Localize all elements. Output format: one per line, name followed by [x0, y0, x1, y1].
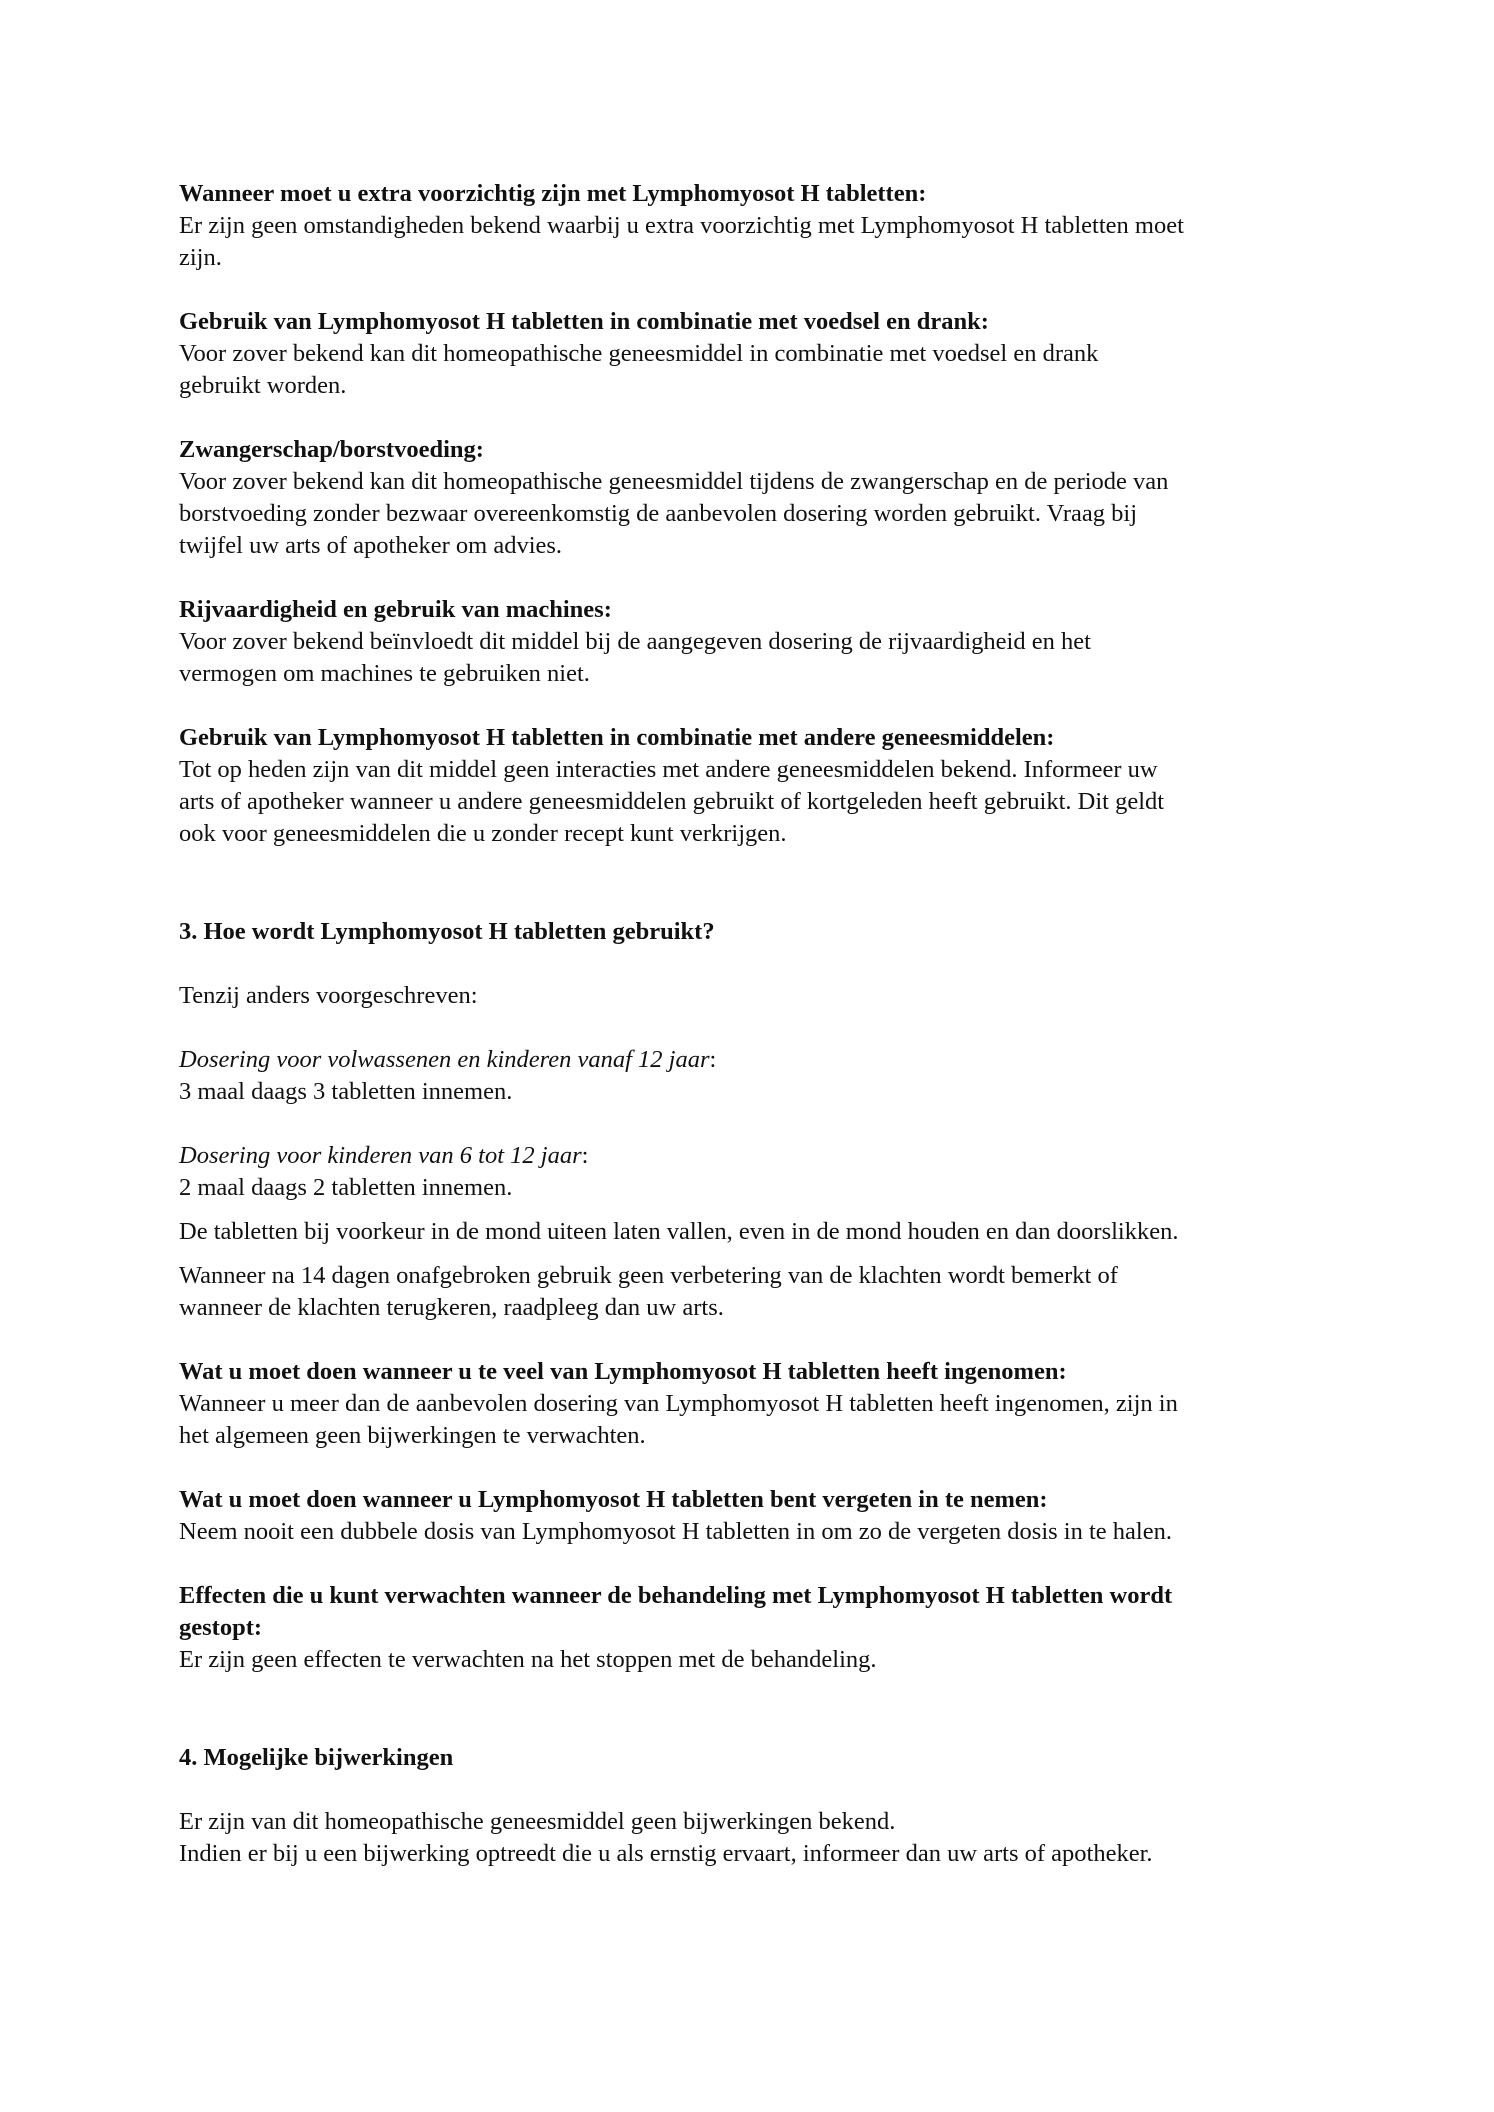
adult-dosage-label — [179, 1044, 1329, 1076]
section-heading-continued: gestopt: — [179, 1614, 263, 1641]
paragraph-line: Tot op heden zijn van dit middel geen interacties met andere geneesmiddelen bekend. Informeer uw — [179, 756, 1158, 783]
paragraph-line: Wanneer na 14 dagen onafgebroken gebruik geen verbetering van de klachten wordt bemerkt of — [179, 1262, 1118, 1289]
paragraph-line: Wanneer u meer dan de aanbevolen dosering van Lymphomyosot H tabletten heeft ingenomen, zijn in — [179, 1390, 1178, 1417]
paragraph-line: het algemeen geen bijwerkingen te verwachten. — [179, 1422, 646, 1449]
paragraph-line: Voor zover bekend kan dit homeopathische geneesmiddel tijdens de zwangerschap en de periode van — [179, 468, 1169, 495]
paragraph-line: Er zijn geen effecten te verwachten na het stoppen met de behandeling. — [179, 1646, 877, 1673]
adult-dosage-text: 3 maal daags 3 tabletten innemen. — [179, 1078, 513, 1105]
paragraph-line: wanneer de klachten terugkeren, raadpleeg dan uw arts. — [179, 1294, 724, 1321]
document-page — [179, 178, 1329, 1870]
section-missed-dose — [179, 1484, 1329, 1548]
section-heading: Gebruik van Lymphomyosot H tabletten in combinatie met andere geneesmiddelen: — [179, 724, 1055, 751]
section-heading: Wat u moet doen wanneer u te veel van Lymphomyosot H tabletten heeft ingenomen: — [179, 1358, 1067, 1385]
adult-dosage-title: Dosering voor volwassenen en kinderen vanaf 12 jaar — [179, 1046, 710, 1073]
section-heading: Rijvaardigheid en gebruik van machines: — [179, 596, 612, 623]
section-pregnancy — [179, 434, 1329, 562]
paragraph-line: arts of apotheker wanneer u andere geneesmiddelen gebruikt of kortgeleden heeft gebruikt. Dit geldt — [179, 788, 1165, 815]
section-heading: Gebruik van Lymphomyosot H tabletten in combinatie met voedsel en drank: — [179, 308, 989, 335]
paragraph-line: Indien er bij u een bijwerking optreedt die u als ernstig ervaart, informeer dan uw arts of apotheker. — [179, 1840, 1153, 1867]
paragraph-line: Voor zover bekend beïnvloedt dit middel bij de aangegeven dosering de rijvaardigheid en het — [179, 628, 1091, 655]
chapter-3-usage — [179, 916, 1329, 1324]
chapter-4-side-effects — [179, 1742, 1329, 1870]
paragraph-line: zijn. — [179, 244, 222, 271]
paragraph-line: borstvoeding zonder bezwaar overeenkomstig de aanbevolen dosering worden gebruikt. Vraag bij — [179, 500, 1138, 527]
section-food-drink — [179, 306, 1329, 402]
child-dosage-text: 2 maal daags 2 tabletten innemen. — [179, 1174, 513, 1201]
label-colon: : — [581, 1142, 589, 1169]
paragraph-line: Voor zover bekend kan dit homeopathische geneesmiddel in combinatie met voedsel en drank — [179, 340, 1099, 367]
chapter-heading: 4. Mogelijke bijwerkingen — [179, 1744, 454, 1771]
paragraph-line: gebruikt worden. — [179, 372, 347, 399]
paragraph-line: twijfel uw arts of apotheker om advies. — [179, 532, 563, 559]
section-extra-caution — [179, 178, 1329, 274]
section-stopping-effects — [179, 1580, 1329, 1676]
child-dosage-label — [179, 1140, 1329, 1172]
section-heading: Wat u moet doen wanneer u Lymphomyosot H tabletten bent vergeten in te nemen: — [179, 1486, 1048, 1513]
section-driving — [179, 594, 1329, 690]
usage-instruction: De tabletten bij voorkeur in de mond uiteen laten vallen, even in de mond houden en dan doorslikken. — [179, 1218, 1179, 1245]
paragraph-line: ook voor geneesmiddelen die u zonder recept kunt verkrijgen. — [179, 820, 787, 847]
section-interactions — [179, 722, 1329, 850]
paragraph-line: vermogen om machines te gebruiken niet. — [179, 660, 590, 687]
section-heading: Zwangerschap/borstvoeding: — [179, 436, 484, 463]
paragraph-line: Er zijn van dit homeopathische geneesmiddel geen bijwerkingen bekend. — [179, 1808, 896, 1835]
intro-text: Tenzij anders voorgeschreven: — [179, 982, 478, 1009]
chapter-heading: 3. Hoe wordt Lymphomyosot H tabletten gebruikt? — [179, 918, 715, 945]
paragraph-line: Er zijn geen omstandigheden bekend waarbij u extra voorzichtig met Lymphomyosot H tabletten moet — [179, 212, 1184, 239]
section-overdose — [179, 1356, 1329, 1452]
section-heading: Effecten die u kunt verwachten wanneer de behandeling met Lymphomyosot H tabletten wordt — [179, 1582, 1173, 1609]
child-dosage-title: Dosering voor kinderen van 6 tot 12 jaar — [179, 1142, 582, 1169]
label-colon: : — [709, 1046, 717, 1073]
section-heading: Wanneer moet u extra voorzichtig zijn met Lymphomyosot H tabletten: — [179, 180, 927, 207]
paragraph-line: Neem nooit een dubbele dosis van Lymphomyosot H tabletten in om zo de vergeten dosis in te halen. — [179, 1518, 1172, 1545]
